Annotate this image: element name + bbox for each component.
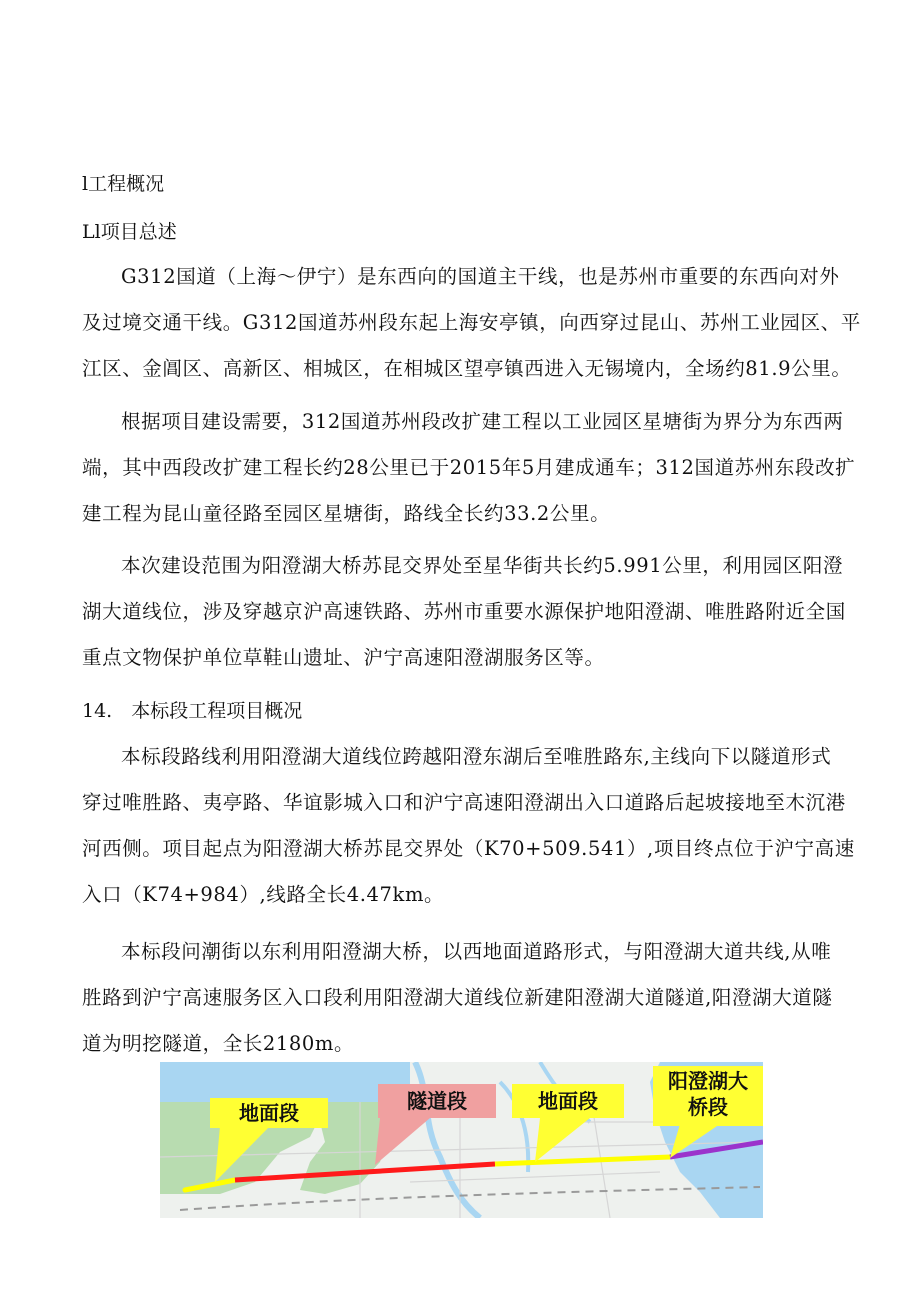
water-area-top (160, 1062, 410, 1102)
text-line: 江区、金阊区、高新区、相城区，在相城区望亭镇西进入无锡境内，全场约81.9公里。 (82, 357, 852, 380)
paragraph-section-tunnel (82, 929, 842, 1067)
heading-1-4: 14. 本标段工程项目概况 (82, 700, 303, 722)
text-line: 及过境交通干线。G312国道苏州段东起上海安亭镇，向西穿过昆山、苏州工业园区、平 (82, 311, 861, 334)
text-line: 本次建设范围为阳澄湖大桥苏昆交界处至星华街共长约5.991公里，利用园区阳澄 (121, 554, 844, 577)
map-label-bridge (653, 1068, 763, 1120)
text-line: 穿过唯胜路、夷亭路、华谊影城入口和沪宁高速阳澄湖出入口道路后起坡接地至木沉港 (82, 791, 846, 814)
map-label-bridge-line1: 阳澄湖大 (668, 1069, 748, 1093)
route-map-figure (160, 1062, 763, 1218)
text-line: 胜路到沪宁高速服务区入口段利用阳澄湖大道线位新建阳澄湖大道隧道,阳澄湖大道隧 (82, 986, 833, 1009)
map-label-ground-west: 地面段 (239, 1101, 299, 1125)
paragraph-overview (82, 254, 861, 392)
text-line: 端，其中西段改扩建工程长约28公里已于2015年5月建成通车；312国道苏州东段改扩 (82, 456, 856, 479)
text-line: 入口（K74+984）,线路全长4.47km。 (82, 883, 445, 906)
text-line: 湖大道线位，涉及穿越京沪高速铁路、苏州市重要水源保护地阳澄湖、唯胜路附近全国 (82, 600, 846, 623)
text-line: 重点文物保护单位草鞋山遗址、沪宁高速阳澄湖服务区等。 (82, 646, 605, 669)
text-line: 根据项目建设需要，312国道苏州段改扩建工程以工业园区星塘街为界分为东西两 (121, 410, 844, 433)
map-label-ground-east: 地面段 (538, 1089, 598, 1113)
text-line: 本标段路线利用阳澄湖大道线位跨越阳澄东湖后至唯胜路东,主线向下以隧道形式 (121, 745, 832, 768)
text-line: 建工程为昆山童径路至园区星塘街，路线全长约33.2公里。 (82, 502, 611, 525)
paragraph-scope (82, 543, 846, 681)
map-label-bridge-line2: 桥段 (688, 1095, 728, 1119)
paragraph-project-need (82, 399, 856, 537)
text-line: G312国道（上海～伊宁）是东西向的国道主干线，也是苏州市重要的东西向对外 (121, 265, 840, 288)
heading-1: l工程概况 (82, 173, 165, 195)
text-line: 河西侧。项目起点为阳澄湖大桥苏昆交界处（K70+509.541）,项目终点位于沪宁高速 (82, 837, 855, 860)
text-line: 本标段问潮街以东利用阳澄湖大桥，以西地面道路形式，与阳澄湖大道共线,从唯 (121, 940, 832, 963)
heading-1-1: Ll项目总述 (82, 221, 177, 243)
paragraph-section-route (82, 734, 855, 918)
text-line: 道为明挖隧道，全长2180m。 (82, 1032, 355, 1055)
map-label-tunnel: 隧道段 (407, 1089, 467, 1113)
